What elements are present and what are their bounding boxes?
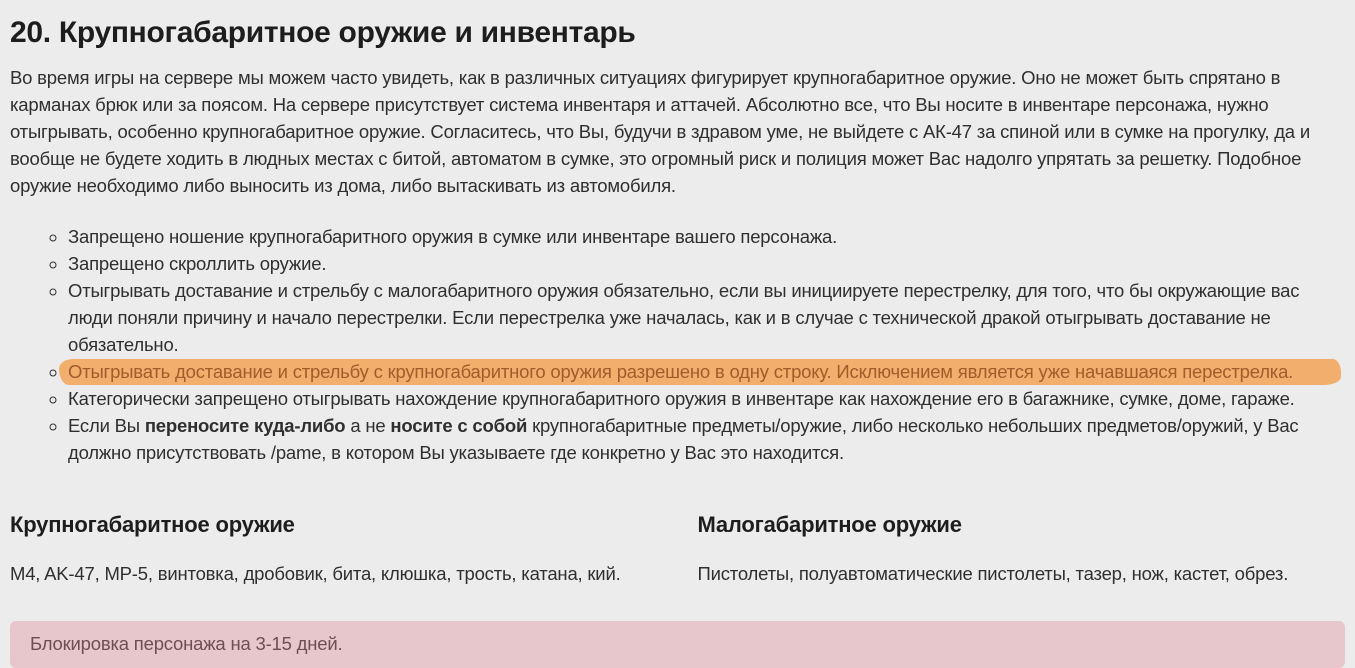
large-weapons-examples: M4, AK-47, MP-5, винтовка, дробовик, бита, клюшка, трость, катана, кий.: [10, 563, 621, 584]
large-weapons-column: [10, 512, 658, 587]
rules-list-item: ◦ Категорически запрещено отыгрывать нахождение крупногабаритного оружия в инвентаре как нахождение его в багажнике, сумке, доме, гараже.: [68, 385, 1345, 412]
rules-list-item: ◦ Запрещено ношение крупногабаритного оружия в сумке или инвентаре вашего персонажа.: [68, 223, 1345, 250]
rules-list-item: ◦ Если Вы переносите куда-либо а не носите с собой крупногабаритные предметы/оружие, либо несколько небольших предметов/оружий, у Вас должно присутствовать /pame, в котором Вы указываете где конкретно у Вас это находится.: [68, 412, 1345, 466]
rules-list-item: [68, 358, 1345, 385]
weapon-categories-section: [10, 512, 1345, 587]
rules-list: [10, 223, 1345, 466]
small-weapons-column: [698, 512, 1346, 587]
page-title: 20. Крупногабаритное оружие и инвентарь: [10, 16, 636, 49]
highlighted-rule: Отыгрывать доставание и стрельбу с крупногабаритного оружия разрешено в одну строку. Исключением является уже начавшаяся перестрелка.: [59, 359, 1341, 385]
bold-text: переносите куда-либо: [144, 415, 346, 436]
small-weapons-heading: Малогабаритное оружие: [697, 512, 962, 537]
punishment-alert: [10, 621, 1345, 668]
rules-list-item: ◦ Отыгрывать доставание и стрельбу с малогабаритного оружия обязательно, если вы инициируете перестрелку, для того, что бы окружающие вас люди поняли причину и начало перестрелки. Если перестрелка уже началась, как и в случае с технической дракой отыгрывать доставание не обязательно.: [68, 277, 1345, 358]
intro-paragraph: Во время игры на сервере мы можем часто увидеть, как в различных ситуациях фигурирует крупногабаритное оружие. Оно не может быть спрятано в карманах брюк или за поясом. На сервере присутствует система инвентаря и аттачей. Абсолютно все, что Вы носите в инвентаре персонажа, нужно отыгрывать, особенно крупногабаритное оружие. Согласитесь, что Вы, будучи в здравом уме, не выйдете с АК-47 за спиной или в сумке на прогулку, да и вообще не будете ходить в людных местах с битой, автоматом в сумке, это огромный риск и полиция может Вас надолго упрятать за решетку. Подобное оружие необходимо либо выносить из дома, либо вытаскивать из автомобиля.: [10, 67, 1310, 196]
small-weapons-examples: Пистолеты, полуавтоматические пистолеты, тазер, нож, кастет, обрез.: [697, 563, 1289, 584]
large-weapons-heading: Крупногабаритное оружие: [10, 512, 295, 537]
punishment-alert-text: Блокировка персонажа на 3-15 дней.: [30, 633, 343, 654]
bold-text: носите с собой: [390, 415, 528, 436]
rules-list-item: ◦ Запрещено скроллить оружие.: [68, 250, 1345, 277]
